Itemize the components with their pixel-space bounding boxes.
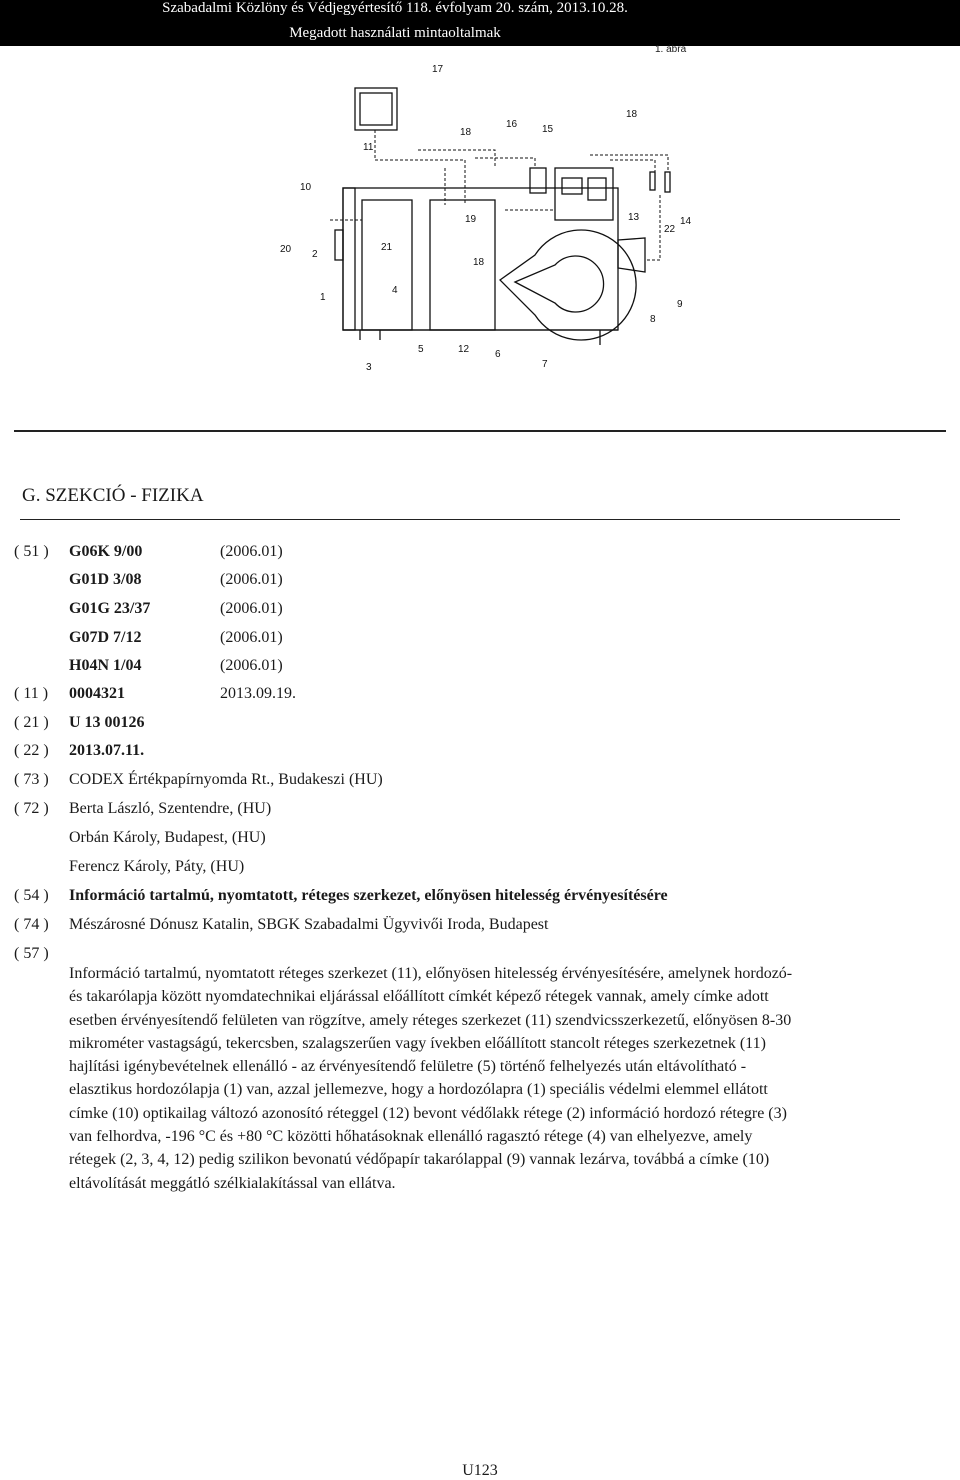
abstract-line: mikrométer vastagságú, tekercsben, szalagszerűen vagy ívekben előállított stancolt réteges szerkezetnek (11) <box>69 1034 766 1052</box>
ipc-date: (2006.01) <box>220 600 283 617</box>
owner: CODEX Értékpapírnyomda Rt., Budakeszi (HU) <box>69 771 383 788</box>
ref-label: 20 <box>280 244 292 255</box>
invention-title: Információ tartalmú, nyomtatott, réteges szerkezet, előnyösen hitelesség érvényesítésére <box>69 887 668 904</box>
ref-label: 9 <box>677 299 683 310</box>
ref-label: 18 <box>460 127 472 138</box>
abstract-line: Információ tartalmú, nyomtatott réteges szerkezet (11), előnyösen hitelesség érvényesítésére, amelynek hordozó- <box>69 965 793 982</box>
ipc-class: H04N 1/04 <box>69 657 142 674</box>
ipc-date: (2006.01) <box>220 543 283 560</box>
section-title: G. SZEKCIÓ - FIZIKA <box>22 485 204 506</box>
ipc-class: G01G 23/37 <box>69 600 151 617</box>
ref-label: 15 <box>542 124 554 135</box>
field-code: ( 73 ) <box>14 771 49 788</box>
ref-label: 21 <box>381 242 393 253</box>
ref-label: 18 <box>473 257 485 268</box>
ref-label: 18 <box>626 109 638 120</box>
ref-label: 16 <box>506 119 518 130</box>
ipc-date: (2006.01) <box>220 629 283 646</box>
journal-subtitle: Megadott használati mintaoltalmak <box>289 25 501 41</box>
ref-label: 7 <box>542 359 548 370</box>
patent-drawing <box>270 60 690 380</box>
ipc-class: G07D 7/12 <box>69 629 142 646</box>
journal-title: Szabadalmi Közlöny és Védjegyértesítő 118. évfolyam 20. szám, 2013.10.28. <box>162 0 628 16</box>
figure-caption: 1. ábra <box>655 44 687 55</box>
ref-label: 5 <box>418 344 424 355</box>
abstract-line: elasztikus hordozólapja (1) van, azzal jellemezve, hogy a hordozólapra (1) speciális védelmi elemmel ellátott <box>69 1081 768 1099</box>
field-code: ( 57 ) <box>14 945 49 962</box>
filing-date: 2013.07.11. <box>69 742 145 759</box>
abstract-line: címke (10) optikailag változó azonosító réteggel (12) bevont védőlakk rétege (2) információ hordozó rétegre (3) <box>69 1104 787 1122</box>
ipc-class: G06K 9/00 <box>69 543 143 560</box>
ref-label: 13 <box>628 212 640 223</box>
ref-label: 14 <box>680 216 692 227</box>
ref-label: 19 <box>465 214 477 225</box>
field-code: ( 11 ) <box>14 685 49 702</box>
field-code: ( 74 ) <box>14 916 49 933</box>
field-code: ( 72 ) <box>14 800 49 817</box>
field-code: ( 21 ) <box>14 714 49 731</box>
ref-label: 12 <box>458 344 470 355</box>
abstract-line: rétegek (2, 3, 4, 12) pedig szilikon bevonatú védőpapír takarólappal (9) vannak lezárva, továbbá a címke (10) <box>69 1151 770 1169</box>
ipc-date: (2006.01) <box>220 657 283 674</box>
abstract-line: eltávolítását meggátló szélkialakítással van ellátva. <box>69 1174 396 1192</box>
title-underline <box>20 519 900 520</box>
ref-label: 8 <box>650 314 656 325</box>
ipc-class: G01D 3/08 <box>69 571 142 588</box>
figure-reference-labels <box>280 64 692 373</box>
attorney: Mészárosné Dónusz Katalin, SBGK Szabadalmi Ügyvivői Iroda, Budapest <box>69 916 549 933</box>
field-code: ( 54 ) <box>14 887 49 904</box>
abstract-line: és takarólapja között nyomdatechnikai eljárással előállított címkét képező rétegek vannak, amely címke adott <box>69 988 769 1006</box>
ref-label: 6 <box>495 349 501 360</box>
section-divider <box>14 430 946 432</box>
page-number: U123 <box>462 1462 498 1479</box>
abstract <box>69 962 899 1195</box>
field-code: ( 22 ) <box>14 742 49 759</box>
patent-number: 0004321 <box>69 685 125 702</box>
ref-label: 11 <box>363 142 374 153</box>
ipc-date: (2006.01) <box>220 571 283 588</box>
field-code: ( 51 ) <box>14 543 49 560</box>
ref-label: 1 <box>320 292 326 303</box>
inventor: Berta László, Szentendre, (HU) <box>69 800 272 817</box>
ref-label: 3 <box>366 362 372 373</box>
ref-label: 10 <box>300 182 312 193</box>
inventor: Ferencz Károly, Páty, (HU) <box>69 858 245 875</box>
abstract-line: hajlítási igénybevételnek ellenálló - az érvényesítendő felületre (5) történő felhelyezés után eltávolítható - <box>69 1058 747 1076</box>
ref-label: 17 <box>432 64 444 75</box>
abstract-line: van felhordva, -196 °C és +80 °C közötti hőhatásoknak ellenálló ragasztó rétege (4) van elhelyezve, amely <box>69 1128 753 1146</box>
grant-date: 2013.09.19. <box>220 685 296 702</box>
abstract-line: esetben érvényesítendő felületen van rögzítve, amely réteges szerkezet (11) szendvicsszerkezetű, előnyösen 8-30 <box>69 1011 792 1029</box>
journal-header <box>0 0 960 46</box>
ref-label: 22 <box>664 224 676 235</box>
ref-label: 2 <box>312 249 318 260</box>
application-number: U 13 00126 <box>69 714 145 731</box>
inventor: Orbán Károly, Budapest, (HU) <box>69 829 266 846</box>
ref-label: 4 <box>392 285 398 296</box>
